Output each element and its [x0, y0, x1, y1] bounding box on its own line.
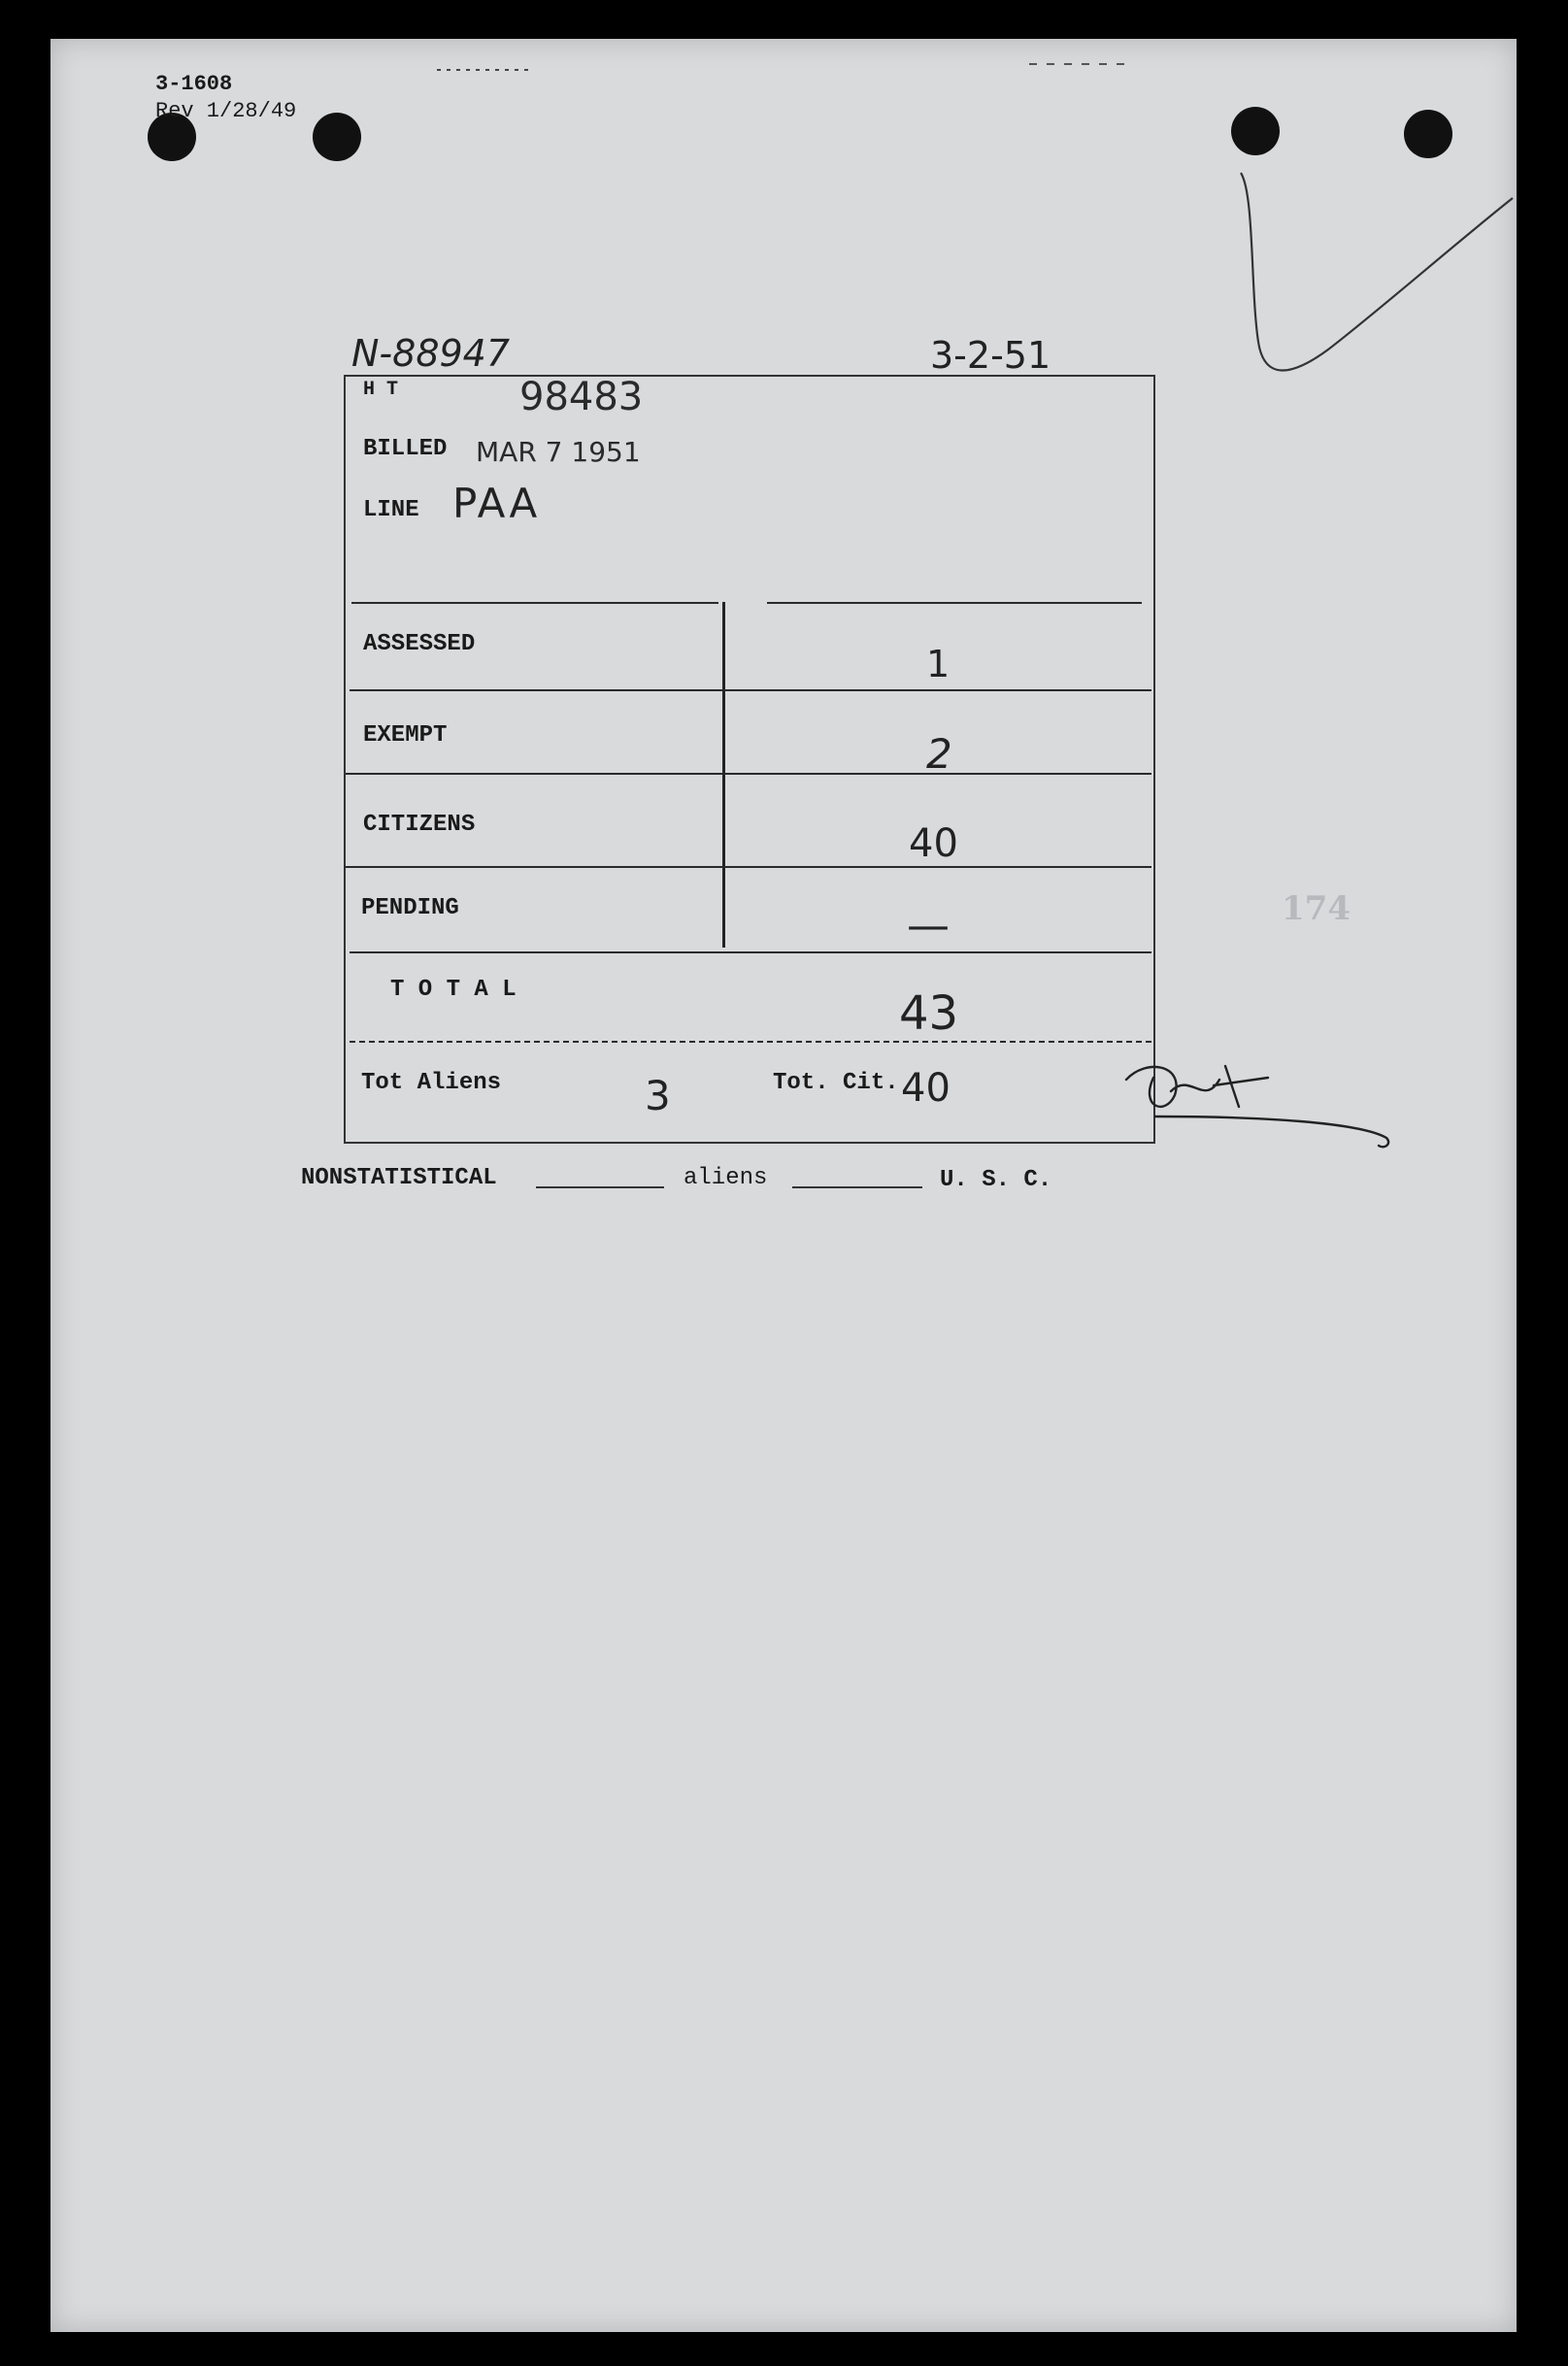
aliens-label: aliens: [684, 1165, 768, 1191]
row-value-assessed: 1: [926, 643, 951, 685]
total-value: 43: [899, 986, 959, 1041]
ht-number: 98483: [519, 375, 644, 419]
initials-signature: [1126, 1066, 1388, 1147]
row-label-pending: PENDING: [361, 895, 459, 921]
row-label-assessed: ASSESSED: [363, 631, 476, 657]
file-number: N-88947: [351, 332, 511, 375]
row-label-citizens: CITIZENS: [363, 812, 476, 838]
page-number: 174: [1282, 889, 1351, 928]
row-value-citizens: 40: [909, 821, 958, 866]
total-label: T O T A L: [390, 977, 517, 1003]
usc-label: U. S. C.: [940, 1167, 1052, 1193]
row-value-exempt: 2: [926, 730, 952, 778]
date: 3-2-51: [930, 334, 1051, 377]
line-value: PAA: [452, 480, 541, 527]
tot-cit-label: Tot. Cit.: [773, 1070, 899, 1096]
form-revision: Rev 1/28/49: [155, 99, 297, 123]
tot-cit-value: 40: [901, 1066, 951, 1111]
billed-label: BILLED: [363, 436, 448, 462]
form-number: 3-1608: [155, 72, 233, 96]
tot-aliens-value: 3: [645, 1072, 671, 1119]
tot-aliens-label: Tot Aliens: [361, 1070, 502, 1096]
ht-label: H T: [363, 379, 399, 401]
row-value-pending: —: [907, 901, 950, 950]
check-stroke: [1241, 173, 1513, 371]
line-label: LINE: [363, 497, 419, 523]
billed-stamp: MAR 7 1951: [476, 436, 641, 468]
row-label-exempt: EXEMPT: [363, 722, 448, 749]
nonstatistical-label: NONSTATISTICAL: [301, 1165, 497, 1191]
